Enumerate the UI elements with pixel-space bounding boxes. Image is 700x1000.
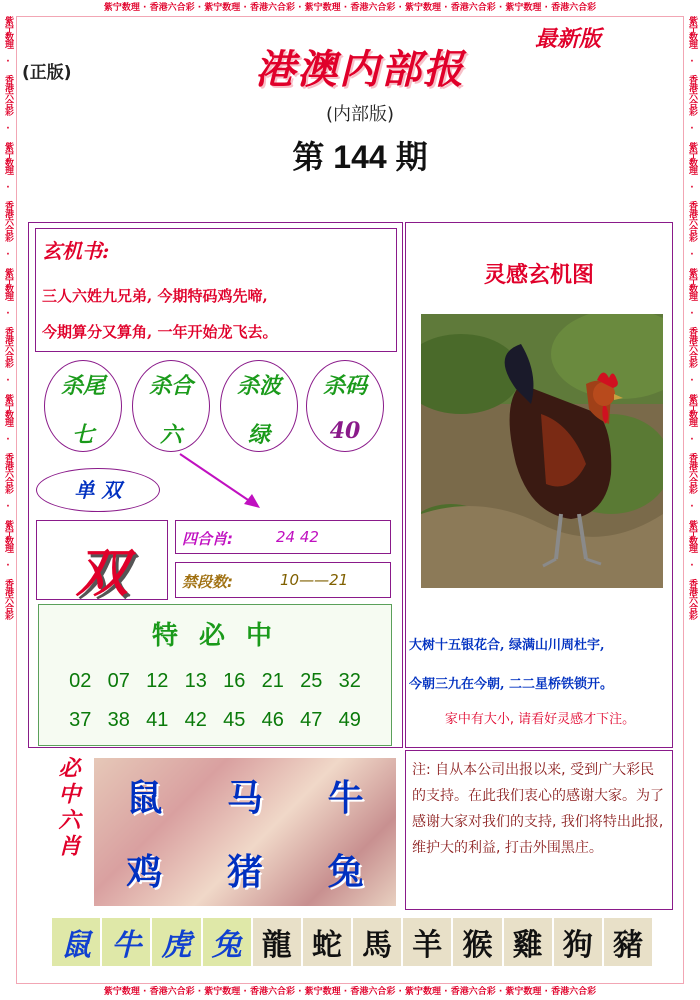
kill-combo-label: 杀合 [148, 373, 193, 399]
special-number: 38 [107, 709, 130, 731]
riddle-line-2: 今期算分又算角, 一年开始龙飞去。 [42, 323, 278, 341]
kill-tail-value: 七 [71, 422, 94, 448]
special-number: 25 [300, 670, 323, 692]
special-number: 21 [261, 670, 284, 692]
riddle-line-1: 三人六姓九兄弟, 今期特码鸡先啼, [42, 287, 268, 305]
poem-block [409, 628, 671, 744]
edition-tag: (正版) [22, 63, 72, 83]
special-title: 特 必 中 [151, 621, 279, 651]
zodiac-pick-animal: 马 [226, 776, 263, 819]
kill-combo-value: 六 [159, 422, 182, 448]
special-number: 13 [184, 670, 207, 692]
four-he-box [175, 520, 391, 554]
kill-number-label: 杀码 [322, 373, 367, 399]
zodiac-highlight: 兔 [203, 918, 251, 966]
zodiac-highlight: 鼠 [52, 918, 100, 966]
kill-number-value: 40 [329, 418, 361, 444]
odd-even-oval: 单 双 [36, 468, 160, 512]
zodiac-pick-animal: 鼠 [126, 776, 163, 819]
inspiration-heading: 灵感玄机图 [483, 262, 594, 288]
zodiac-highlight: 虎 [152, 918, 200, 966]
special-numbers-box [38, 604, 392, 746]
four-he-label: 四合肖: [182, 530, 233, 548]
special-number: 46 [261, 709, 284, 731]
zodiac-pick-animal: 鸡 [126, 850, 163, 893]
kill-wave-oval [220, 360, 298, 452]
special-number: 42 [184, 709, 207, 731]
issue-number: 第 144 期 [292, 139, 428, 175]
zodiac-item: 雞 [504, 918, 552, 966]
kill-wave-label: 杀波 [236, 373, 281, 399]
kill-range-label: 禁段数: [182, 573, 233, 591]
special-number: 16 [223, 670, 246, 692]
zodiac-item: 羊 [403, 918, 451, 966]
zodiac-pick-panel [94, 758, 396, 906]
zodiac-pick-animal: 猪 [226, 850, 263, 893]
bottom-border-text: 紫宁数理 · 香港六合彩 · 紫宁数理 · 香港六合彩 · 紫宁数理 · 香港六合彩 · 紫宁数理 · 香港六合彩 · 紫宁数理 · 香港六合彩 [103, 987, 597, 997]
kill-range-box [175, 562, 391, 598]
kill-tail-label: 杀尾 [60, 373, 105, 399]
special-number: 49 [338, 709, 361, 731]
kill-combo-oval [132, 360, 210, 452]
zodiac-item: 豬 [604, 918, 652, 966]
kill-range-value: 10——21 [280, 571, 349, 589]
notice-box [405, 750, 673, 910]
zodiac-item: 馬 [353, 918, 401, 966]
zodiac-highlight: 牛 [102, 918, 150, 966]
latest-tag: 最新版 [535, 26, 602, 52]
kill-tail-oval [44, 360, 122, 452]
special-number: 37 [69, 709, 92, 731]
subtitle: (内部版) [325, 104, 395, 125]
special-number: 07 [107, 670, 130, 692]
special-number: 32 [338, 670, 361, 692]
page-title: 港澳内部报 [255, 46, 465, 93]
poem-line-2: 今朝三九在今朝, 二二星桥铁锁开。 [409, 677, 614, 692]
kill-number-oval [306, 360, 384, 452]
special-number: 12 [146, 670, 169, 692]
zodiac-item: 狗 [554, 918, 602, 966]
big-char-box [36, 520, 168, 604]
zodiac-pick-animal: 兔 [327, 850, 364, 893]
zodiac-item: 龍 [253, 918, 301, 966]
big-char: 双 [75, 543, 128, 604]
note-text: 家中有大小, 请看好灵感才下注。 [444, 712, 636, 727]
special-number: 41 [146, 709, 169, 731]
zodiac-pick-animal: 牛 [327, 776, 364, 819]
notice-text: 注: 自从本公司出报以来, 受到广大彩民的支持。在此我们衷心的感谢大家。为了感谢大家对我们的支持, 我们将特出此报, 维护大的利益, 打击外围黑庄。 [412, 762, 664, 856]
special-number: 02 [69, 670, 92, 692]
kill-wave-value: 绿 [247, 422, 270, 448]
special-row-1 [39, 670, 391, 693]
zodiac-item: 蛇 [303, 918, 351, 966]
zodiac-item: 猴 [453, 918, 501, 966]
special-row-2 [39, 709, 391, 732]
zodiac-bar [52, 918, 652, 966]
four-he-value: 24 42 [276, 528, 319, 546]
riddle-heading: 玄机书: [42, 239, 110, 263]
top-border-text: 紫宁数理 · 香港六合彩 · 紫宁数理 · 香港六合彩 · 紫宁数理 · 香港六合彩 · 紫宁数理 · 香港六合彩 · 紫宁数理 · 香港六合彩 [103, 3, 597, 13]
riddle-box [35, 228, 397, 352]
rooster-image [421, 314, 663, 588]
right-border-text: 紫宁数理 · 香港六合彩 · 紫宁数理 · 香港六合彩 · 紫宁数理 · 香港六合彩 · 紫宁数理 · 香港六合彩 · 紫宁数理 · 香港六合彩 [687, 16, 697, 619]
poem-line-1: 大树十五银花合, 绿满山川周杜宇, [409, 638, 605, 653]
special-number: 45 [223, 709, 246, 731]
left-border-text: 紫宁数理 · 香港六合彩 · 紫宁数理 · 香港六合彩 · 紫宁数理 · 香港六合彩 · 紫宁数理 · 香港六合彩 · 紫宁数理 · 香港六合彩 [3, 16, 13, 619]
special-number: 47 [300, 709, 323, 731]
zodiac-pick-label: 必中六肖 [55, 756, 81, 860]
arrow-icon [176, 450, 266, 514]
